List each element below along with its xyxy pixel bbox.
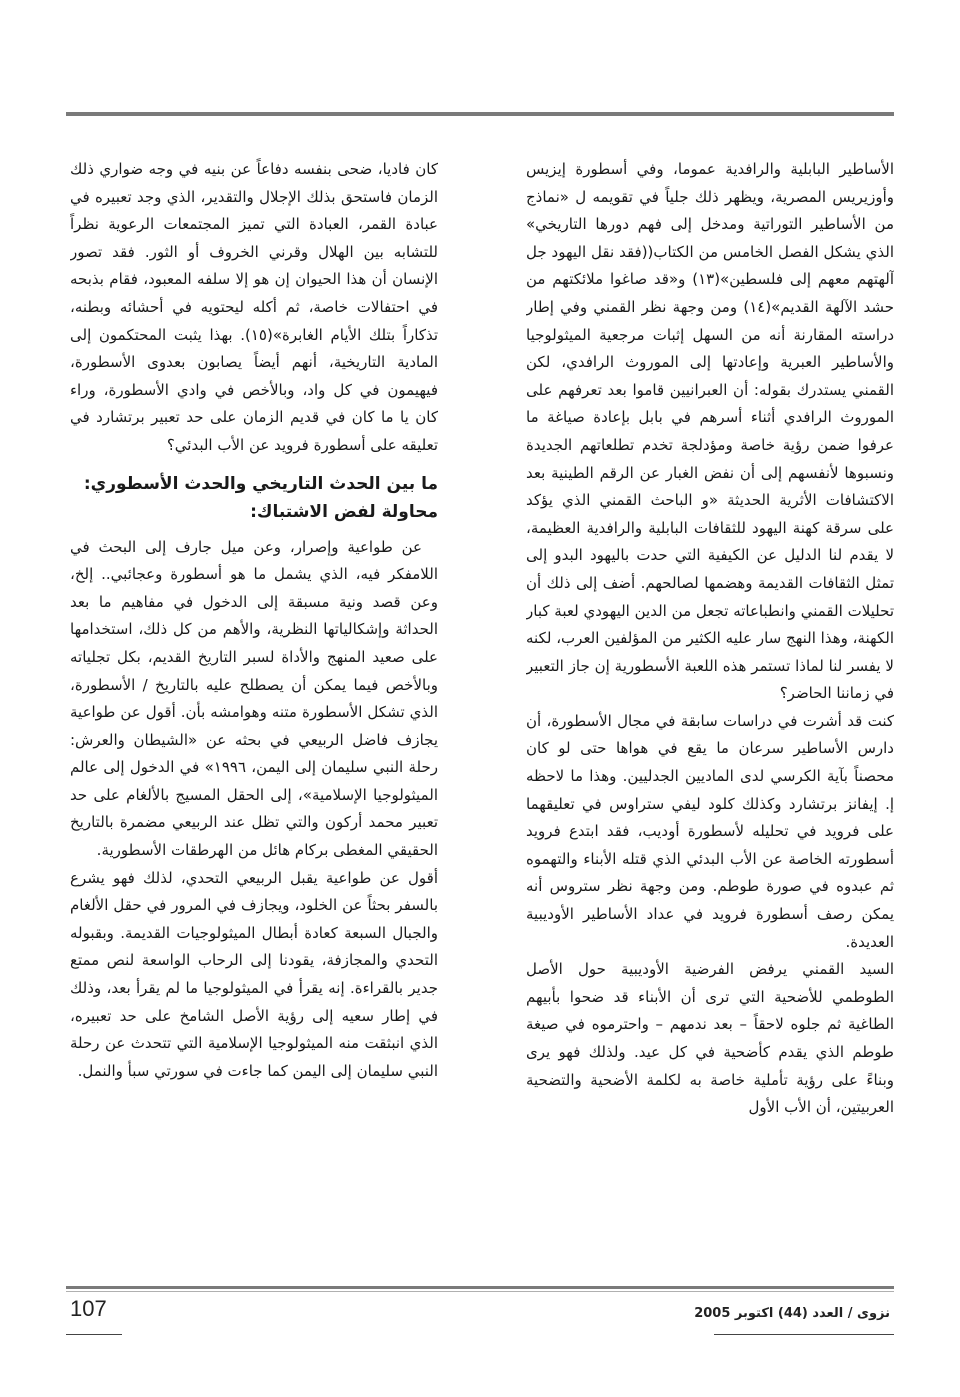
journal-issue-label: نزوى / العدد (44) اكتوبر 2005 [694,1306,890,1321]
article-paragraph: الأساطير البابلية والرافدية عموما، وفي أسطورة إيزيس وأوزيريس المصرية، ويظهر ذلك جلياً في تقويمه ل «نماذج من الأساطير التوراتية ومدخل إلى فهم دورها التاريخي» الذي يشكل الفصل الخامس من الكتاب((فقد نقل اليهود جل آلهتهم معهم إلى فلسطين»(١٣) و«قد صاغوا ملائكتهم من حشد الآلهة القديم»(١٤) ومن وجهة نظر القمني وفي إطار دراسته المقارنة أنه من السهل إثبات مرجعية الميثولوجيا والأساطير العبرية وإعادتها إلى الموروث الرافدي، لكن القمني يستدرك بقوله: أن العبرانيين قاموا بعد تعرفهم على الموروث الرافدي أثناء أسرهم في بابل بإعادة صياغة ما عرفوا ضمن رؤية خاصة ومؤدلجة تخدم تطلعاتهم الجديدة ونسبوها لأنفسهم إلى أن نفض الغبار عن الرقم الطينية بعد الاكتشافات الأثرية الحديثة «و الباحث القمني الذي يؤكد على سرقة كهنة اليهود للثقافات البابلية والرافدية العظيمة، لا يقدم لنا الدليل عن الكيفية التي حدت باليهود البدو إلى تمثل الثقافات القديمة وهضمها لصالحهم. أضف إلى ذلك أن تحليلات القمني وانطباعاته تجعل من الدين اليهودي لعبة كبار الكهنة، وهذا النهج سار عليه الكثير من المؤلفين العرب، لكنه لا يفسر لنا لماذا تستمر هذه اللعبة الأسطورية إن جاز التعبير في زماننا الحاضر؟ [526,160,894,703]
article-paragraph: كان فاديا، ضحى بنفسه دفاعاً عن بنيه في وجه ضواري ذلك الزمان فاستحق بذلك الإجلال والتقدير، الذي وجد تعبيره في عبادة القمر، العبادة التي تميز المجتمعات الرعوية نظراً للتشابه بين الهلال وقرني الخروف أو الثور. فقد تصور الإنسان أن هذا الحيوان إن هو إلا سلفه المعبود، فقام بذبحه في احتفالات خاصة، ثم أكله ليحتويه في أحشائه وبطنه، تذكاراً بتلك الأيام الغابرة»(١٥). بهذا يثبت المحتكمون إلى المادية التاريخية، أنهم أيضاً يصابون بعدوى الأسطورة، فيهيمون في كل واد، وبالأخص في وادي الأسطورة، وراء كان يا ما كان في قديم الزمان على حد تعبير برتشارد في تعليقه على أسطورة فرويد عن الأب البدئي؟ [70,160,438,454]
article-paragraph: أقول عن طواعية يقبل الربيعي التحدي، لذلك فهو يشرع بالسفر بحثاً عن الخلود، ويجازف في المرور في حقل الألغام والجبال السبعة كعادة أبطال الميثولوجيات القديمة. وبقبوله التحدي والمجازفة، يقودنا إلى الرحاب الواسعة لنص ممتع جدير بالقراءة. إنه يقرأ في الميثولوجيا ما لم يقرأ بعد، وذلك في إطار سعيه إلى رؤية الأصل الشامخ على حد تعبيره، الذي انبثقت منه الميثولوجيا الإسلامية التي تتحدث عن رحلة النبي سليمان إلى اليمن كما جاءت في سورتي سبأ والنمل. [70,868,438,1080]
bottom-rule-thin [66,1291,894,1292]
page-number-underline [66,1334,122,1335]
bottom-rule [66,1286,894,1289]
section-heading [70,470,438,526]
top-rule [66,112,894,116]
section-heading-line-2: محاولة لفض الاشتباك: [250,501,438,522]
article-column-left [70,156,438,1264]
article-column-right [526,156,894,1264]
article-paragraph: السيد القمني يرفض الفرضية الأوديبية حول الأصل الطوطمي للأضحية التي ترى أن الأبناء قد ضحوا بأبيهم الطاغية ثم جلوه لاحقاً – بعد ندمهم – واحترموه في صيغة طوطم الذي يقدم كأضحية في كل عيد. ولذلك فهو يرى وبناءً على رؤية تأملية خاصة به لكلمة الأضحية والتضحية العربيتين، أن الأب الأول [526,960,894,1117]
page-number: 107 [70,1296,107,1321]
section-heading-line-1: ما بين الحدث التاريخي والحدث الأسطوري: [83,473,438,494]
journal-issue-underline [714,1334,894,1335]
article-paragraph: عن طواعية وإصرار، وعن ميل جارف إلى البحث في اللامفكر فيه، الذي يشمل ما هو أسطورة وعجائبي.. إلخ، وعن قصد ونية مسبقة إلى الدخول في مفاهيم ما بعد الحداثة وإشكالياتها النظرية، والأهم من كل ذلك، استخدامها على صعيد المنهج والأداة لسبر التاريخ القديم، بكل تجلياته وبالأخص فيما يمكن أن يصطلح عليه بالتاريخ / الأسطورة، الذي تشكل الأسطورة متنه وهوامشه بأن. أقول عن طواعية يجازف فاضل الربيعي في بحثه عن «الشيطان والعرش: رحلة النبي سليمان إلى اليمن، ١٩٩٦» في الدخول إلى عالم الميثولوجيا الإسلامية»، إلى الحقل المسيج بالألغام على حد تعبير محمد أركون والتي تظل عند الربيعي مضمرة بالتاريخ الحقيقي المغطى بركام هائل من الهرطقات الأسطورية. [70,537,438,860]
article-paragraph: كنت قد أشرت في دراسات سابقة في مجال الأسطورة، أن دارس الأساطير سرعان ما يقع في هواها حتى لو كان محصناً بآية الكرسي لدى الماديين الجدليين. وهذا ما لاحظه إ. إيفانز برتشارد وكذلك كلود ليفي ستراوس في تعليقهما على فرويد في تحليله لأسطورة أوديب، فقد ابتدع فرويد أسطورته الخاصة عن الأب البدئي الذي قتله الأبناء والتهموه ثم عبدوه في صورة طوطم. ومن وجهة نظر ستروس أنه يمكن رصف أسطورة فرويد في عداد الأساطير الأوديبية العديدة. [526,711,894,951]
